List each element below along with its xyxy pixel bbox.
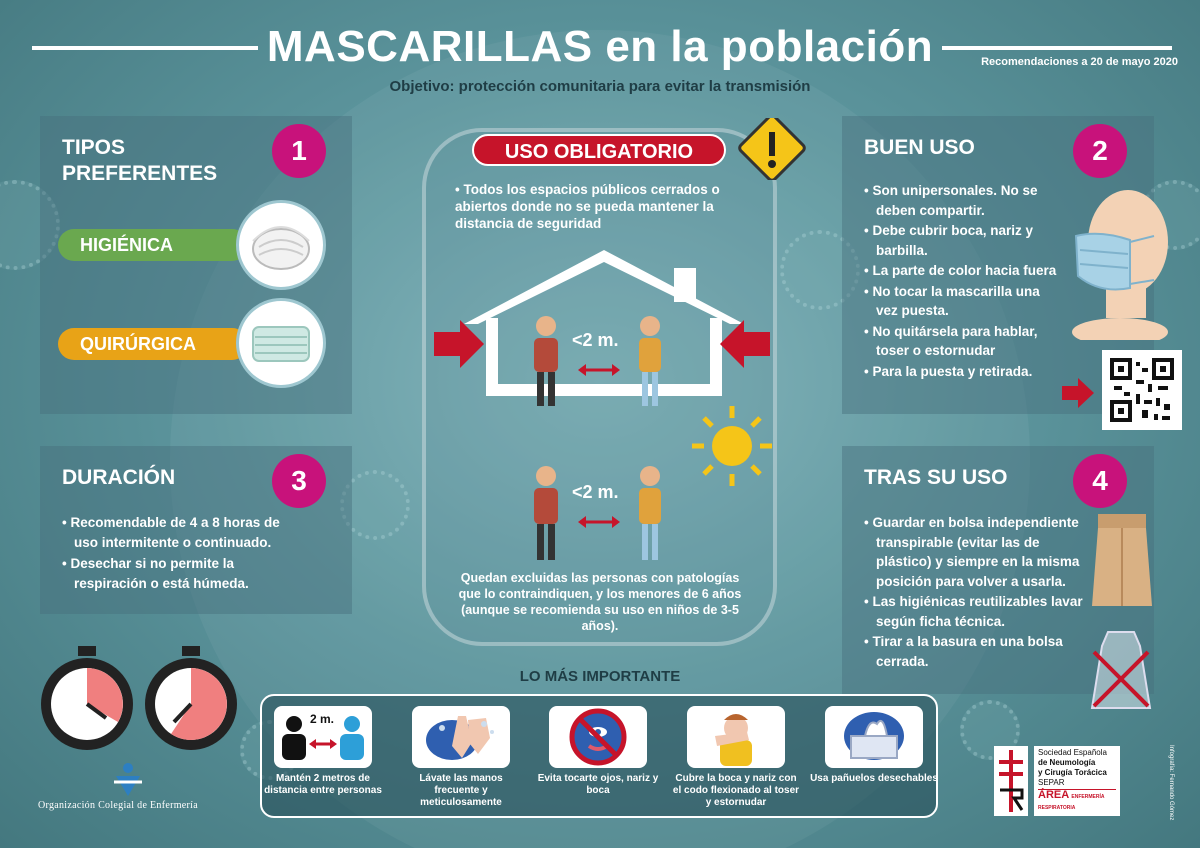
distance-label-outdoor: <2 m. [572,482,619,502]
tip-label: Usa pañuelos desechables [810,773,938,784]
quirurgica-mask-image [236,298,326,388]
stopwatch-icons [40,646,240,756]
list-item: • Debe cubrir boca, nariz y barbilla. [864,221,1064,260]
distance-arrow-icon [578,516,620,528]
list-item: • Guardar en bolsa independiente transpirable (evitar las de plástico) y siempre en la misma posición para volver a usarla. [864,513,1094,591]
surgical-mask-icon [239,301,323,385]
separ-logo-icon [994,746,1028,816]
separ-area: ÁREA [1038,789,1070,801]
list-item: • Para la puesta y retirada. [864,362,1064,382]
page-title: MASCARILLAS en la población [266,22,934,71]
subtitle: Objetivo: protección comunitaria para evitar la transmisión [389,78,811,95]
duracion-list [62,513,292,594]
pill-quirurgica: QUIRÚRGICA [58,328,248,360]
list-item: • Tirar a la basura en una bolsa cerrada. [864,632,1094,671]
stopwatch-icon [145,646,237,750]
qr-code-icon [1102,350,1182,430]
distance-arrow-icon [578,364,620,376]
pill-higienica: HIGIÉNICA [58,229,248,261]
arrow-right-icon [434,320,484,368]
tip-label: Lávate las manos frecuente y meticulosamente [419,773,503,808]
uso-obligatorio-label: USO OBLIGATORIO [472,134,726,166]
tip-card-cough [687,706,785,768]
badge-4: 4 [1073,454,1127,508]
paper-bag-icon [1090,514,1154,608]
tip-label: Cubre la boca y nariz con el codo flexionado al toser y estornudar [672,773,800,808]
tipos-title: TIPOS PREFERENTES [62,136,218,185]
tip-card-face [549,706,647,768]
person-icon [534,466,558,560]
arrow-right-icon [1062,376,1096,410]
badge-3: 3 [272,454,326,508]
head-mask-illustration [1070,180,1170,340]
separ-line: SEPAR [1038,778,1065,787]
credit-text: Infografía: Fernando Gómez [1168,745,1174,821]
list-item: • Desechar si no permite la respiración o está húmeda. [62,554,292,593]
tras-uso-list [864,513,1094,672]
handwash-icon [412,706,510,768]
badge-1: 1 [272,124,326,178]
plastic-bag-icon [1086,628,1156,710]
higienica-mask-image [236,200,326,290]
separ-line: Sociedad Española [1038,748,1107,757]
badge-2: 2 [1073,124,1127,178]
tip-card-distance [274,706,372,768]
qr-code[interactable] [1102,350,1182,430]
list-item: • La parte de color hacia fuera [864,261,1064,281]
warning-icon [738,118,806,180]
org-logo-icon [110,760,146,798]
date-label: Recomendaciones a 20 de mayo 2020 [981,56,1178,68]
list-item: • Las higiénicas reutilizables lavar según ficha técnica. [864,592,1094,631]
important-title: LO MÁS IMPORTANTE [519,668,681,685]
separ-area-sub: ENFERMERÍA RESPIRATORIA [1038,794,1105,811]
separ-line: y Cirugía Torácica [1038,768,1107,777]
list-item: • No quitársela para hablar, toser o estornudar [864,322,1064,361]
tip-label: Mantén 2 metros de distancia entre personas [264,773,382,796]
list-item: • Son unipersonales. No se deben compartir. [864,181,1064,220]
tip-label: Evita tocarte ojos, nariz y boca [537,773,659,796]
list-item: • No tocar la mascarilla una vez puesta. [864,282,1064,321]
cough-elbow-icon [687,706,785,768]
stopwatch-icon [41,646,133,750]
distance-label-indoor: <2 m. [572,330,619,350]
buen-uso-list [864,181,1064,382]
tip-card-handwash [412,706,510,768]
title-rule-right [942,46,1172,50]
tras-uso-title: TRAS SU USO [864,466,1008,489]
tip-card-tissues [825,706,923,768]
header [0,22,1200,78]
arrow-left-icon [720,320,770,368]
separ-line: de Neumología [1038,758,1096,767]
sun-icon [690,404,774,488]
outdoor-illustration [520,460,680,564]
exclusion-text: Quedan excluidas las personas con patologías que lo contraindiquen, y los menores de 6 años (aunque se recomienda su uso en niños de 3-5 años). [458,571,742,633]
separ-text-box [1034,746,1120,816]
separ-logo-mark [994,746,1028,816]
buen-uso-title: BUEN USO [864,136,975,159]
obligatorio-text-value: Todos los espacios públicos cerrados o abiertos donde no se pueda mantener la distancia de seguridad [455,182,720,231]
title-rule-left [32,46,258,50]
ffp-mask-icon [239,203,323,287]
tissue-box-icon [825,706,923,768]
no-touch-face-icon [549,706,647,768]
list-item: • Recomendable de 4 a 8 horas de uso intermitente o continuado. [62,513,292,552]
org-name: Organización Colegial de Enfermería [38,800,198,811]
obligatorio-text: • Todos los espacios públicos cerrados o abiertos donde no se pueda mantener la distancia de seguridad [455,182,720,231]
tip-distance-label: 2 m. [310,712,335,726]
duracion-title: DURACIÓN [62,466,176,489]
person-icon [639,466,661,560]
